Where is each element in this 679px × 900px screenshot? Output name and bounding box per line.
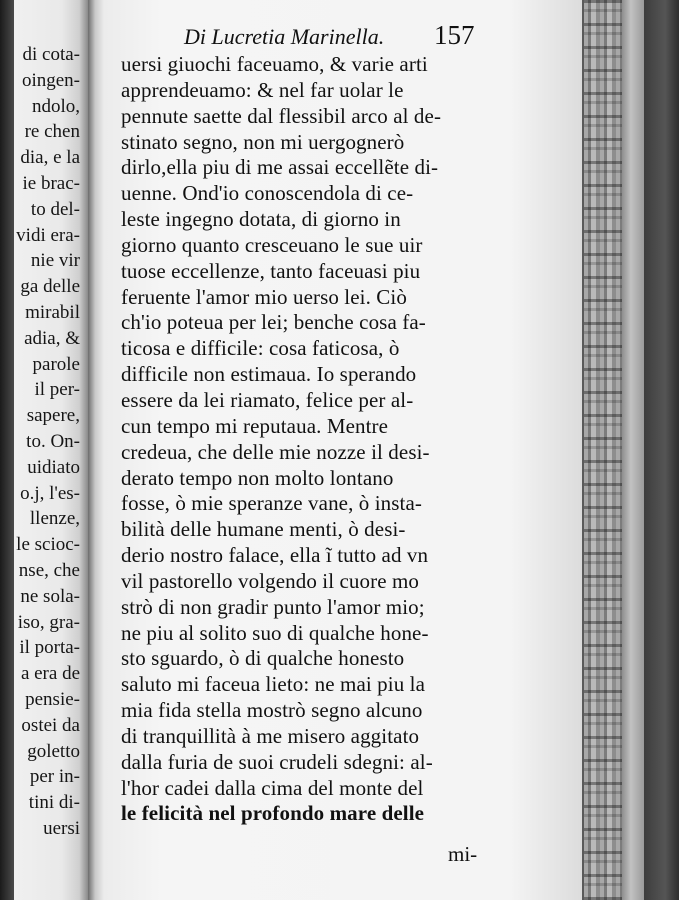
body-text xyxy=(121,52,509,827)
text-line: difficile non estimaua. Io sperando xyxy=(121,362,417,387)
previous-page-line: tini di- xyxy=(28,792,80,814)
previous-page-line: mirabil xyxy=(25,301,80,323)
previous-page-line: vidi era- xyxy=(16,224,80,246)
text-line: saluto mi faceua lieto: ne mai piu la xyxy=(121,672,426,697)
previous-page-line: adia, & xyxy=(24,327,80,349)
previous-page-line: per in- xyxy=(29,766,80,788)
text-line: derato tempo non molto lontano xyxy=(121,465,394,490)
previous-page-line: dia, e la xyxy=(20,147,80,169)
background-edge xyxy=(0,0,14,900)
text-line: l'hor cadei dalla cima del monte del xyxy=(121,775,424,800)
text-line: uersi giuochi faceuamo, & varie arti xyxy=(121,52,428,76)
page-number: 157 xyxy=(434,20,475,50)
text-line: feruente l'amor mio uerso lei. Ciò xyxy=(121,284,407,309)
text-line: leste ingegno dotata, di giorno in xyxy=(121,207,401,232)
page-gutter xyxy=(88,0,104,900)
text-line: ch'io poteua per lei; benche cosa fa- xyxy=(121,310,426,335)
text-line: dalla furia de suoi crudeli sdegni: al- xyxy=(121,749,433,774)
previous-page-line: ostei da xyxy=(21,714,80,736)
previous-page-line: ga delle xyxy=(20,276,80,298)
previous-page-line: parole xyxy=(32,353,80,375)
previous-page-line: oingen- xyxy=(21,69,80,91)
text-line: mia fida stella mostrò segno alcuno xyxy=(121,698,423,723)
previous-page-line: llenze, xyxy=(29,508,80,530)
running-head xyxy=(184,20,484,54)
text-line: bilità delle humane menti, ò desi- xyxy=(121,517,406,542)
text-line: essere da lei riamato, felice per al- xyxy=(121,387,414,412)
text-line: tuose eccellenze, tanto faceuasi piu xyxy=(121,258,421,283)
previous-page-line: il per- xyxy=(34,379,80,401)
previous-page-line: ie brac- xyxy=(22,172,80,194)
text-line: sto sguardo, ò di qualche honesto xyxy=(121,646,405,671)
text-line: vil pastorello volgendo il cuore mo xyxy=(121,568,420,593)
text-line: strò di non gradir punto l'amor mio; xyxy=(121,594,425,619)
text-line: cun tempo mi reputaua. Mentre xyxy=(121,413,389,438)
previous-page-line: a era de xyxy=(20,663,80,685)
previous-page-line: sapere, xyxy=(26,405,80,427)
previous-page-line: pensie- xyxy=(25,688,80,710)
text-line: dirlo,ella piu di me assai eccellẽte di- xyxy=(121,155,439,180)
text-line: derio nostro falace, ella ĩ tutto ad vn xyxy=(121,543,429,568)
book-cover-edge xyxy=(622,0,644,900)
background-right xyxy=(644,0,679,900)
text-line: le felicità nel profondo mare delle xyxy=(121,801,425,826)
previous-page-line: goletto xyxy=(27,740,80,762)
text-line: pennute saette dal flessibil arco al de- xyxy=(121,103,442,128)
previous-page-line: le sciоc- xyxy=(16,534,80,556)
text-line: stinato segno, non mi uergognerò xyxy=(121,129,405,154)
catchword: mi- xyxy=(448,842,478,866)
text-line: apprendeuamo: & nel far uolar le xyxy=(121,77,404,102)
text-line: giorno quanto cresceuano le sue uir xyxy=(121,232,423,257)
text-line: ne piu al solito suo di qualche hone- xyxy=(121,620,429,645)
previous-page-line: o.j, l'es- xyxy=(20,482,80,504)
text-line: di tranquillità à me misero aggitato xyxy=(121,723,420,748)
previous-page-line: iso, gra- xyxy=(17,611,80,633)
previous-page-line: nie vir xyxy=(30,250,80,272)
text-line: credeua, che delle mie nozze il desi- xyxy=(121,439,430,464)
text-line: ticosa e difficile: cosa faticosa, ò xyxy=(121,336,400,361)
book-fore-edge xyxy=(582,0,624,900)
previous-page-line: di cota- xyxy=(22,44,80,65)
previous-page-line: nse, che xyxy=(18,559,80,581)
previous-page-line: re chen xyxy=(24,121,80,143)
previous-page-line: uersi xyxy=(43,817,80,839)
text-line: uenne. Ond'io conoscendola di ce- xyxy=(121,181,414,206)
previous-page-line: uidiato xyxy=(27,456,80,478)
previous-page-line: ndolo, xyxy=(31,95,80,117)
previous-page-line: to del- xyxy=(30,198,80,220)
previous-page-line: il porta- xyxy=(19,637,80,659)
text-line: fosse, ò mie speranze vane, ò insta- xyxy=(121,491,422,516)
previous-page-text xyxy=(16,42,80,842)
previous-page-line: to. On- xyxy=(26,430,80,452)
previous-page-line: ne sola- xyxy=(20,585,80,607)
running-head-title: Di Lucretia Marinella. xyxy=(184,24,385,49)
